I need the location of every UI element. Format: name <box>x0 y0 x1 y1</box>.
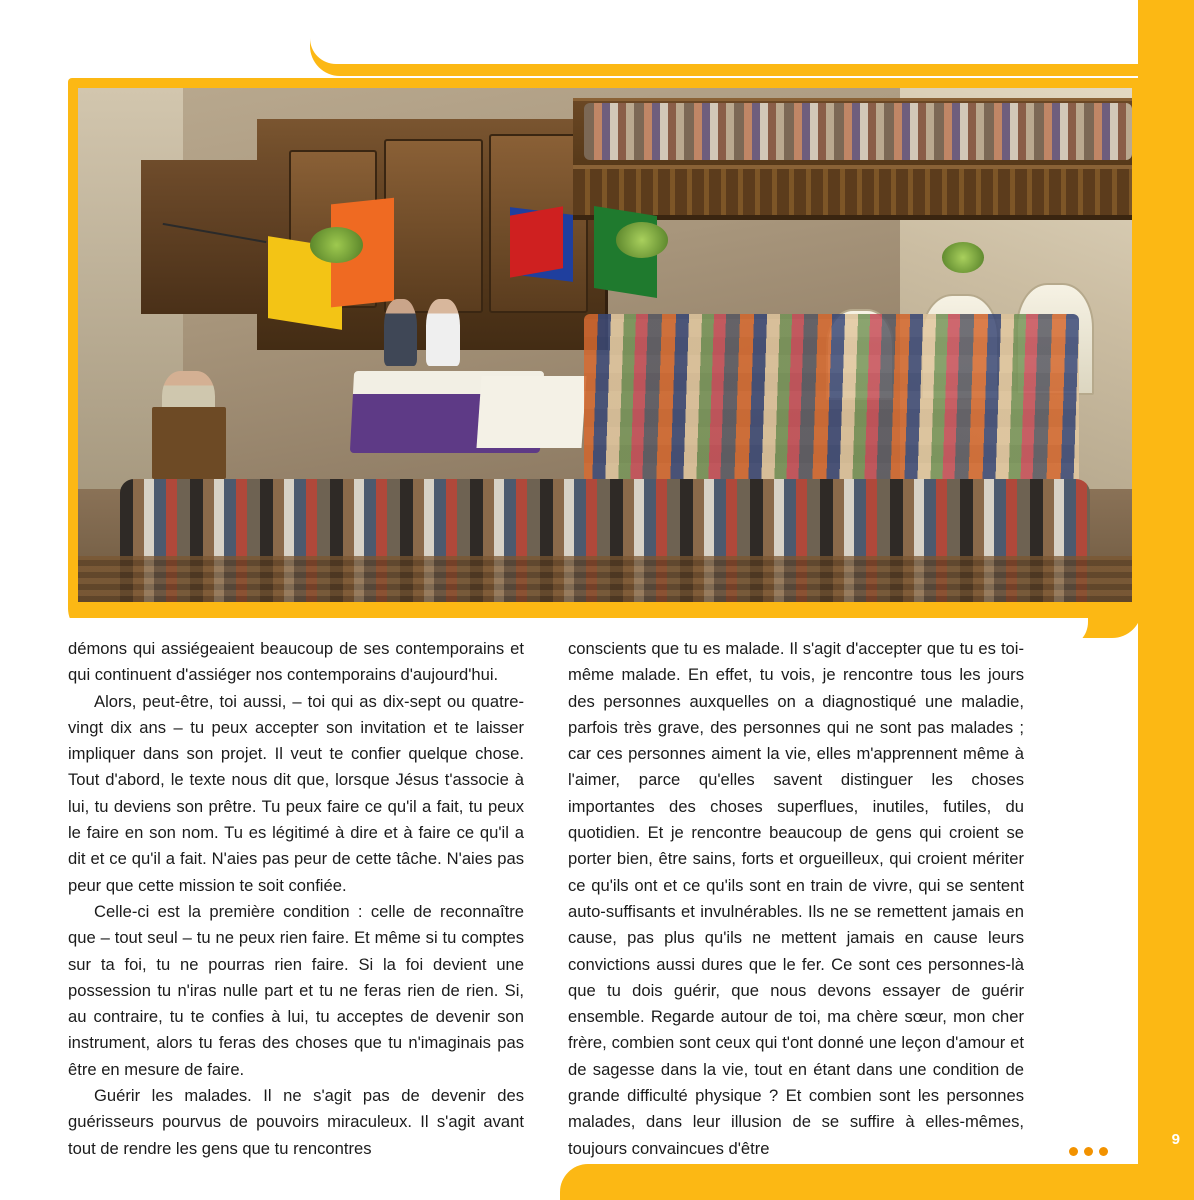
top-white-notch <box>310 0 1142 64</box>
continuation-marker <box>1069 1147 1108 1156</box>
right-yellow-band <box>1138 0 1194 1200</box>
photo-balcony-crowd <box>584 103 1132 160</box>
photo-speaker-2 <box>426 299 460 366</box>
photo-table-white-cloth <box>476 376 586 448</box>
paragraph: Guérir les malades. Il ne s'agit pas de devenir des guérisseurs pourvus de pouvoirs miraculeux. Il s'agit avant tout de rendre les gens que tu rencontres <box>68 1086 524 1158</box>
dot-icon <box>1099 1147 1108 1156</box>
photo-flower-arrangement-center <box>616 222 669 258</box>
right-column <box>568 636 1024 1166</box>
paragraph: conscients que tu es malade. Il s'agit d'accepter que tu es toi-même malade. En effet, tu vois, je rencontre tous les jours des personnes auxquelles on a diagnostiqué une maladie, parfois très grave, des personnes qui ne sont pas malades ; car ces personnes aiment la vie, elles m'apprennent même à l'aimer, parce qu'elles savent distinguer les choses importantes des choses superflues, inutiles, futiles, du quotidien. Et je rencontre beaucoup de gens qui croient se porter bien, être sains, forts et orgueilleux, qui croient mériter ce qu'ils ont et ce qu'ils sont en train de vivre, qui se sentent auto-suffisants et invulnérables. Ils ne se remettent jamais en cause, pas plus qu'ils ne mettent jamais en cause leurs convictions aussi dures que le fer. Ce sont ces personnes-là que tu dois guérir, que nous devons essayer de guérir ensemble. Regarde autour de toi, ma chère sœur, mon cher frère, combien sont ceux qui t'ont donné une leçon d'amour et de sagesse dans la vie, tout en étant dans une condition de grande difficulté physique ? Et combien sont les personnes malades, dans leur illusion de se suffire à elles-mêmes, toujours convaincues d'être <box>568 639 1024 1158</box>
dot-icon <box>1084 1147 1093 1156</box>
photo-left-gallery <box>141 160 289 314</box>
page-number: 9 <box>1171 1131 1180 1148</box>
photo-congregation-right <box>584 314 1079 499</box>
photo-flower-arrangement-left <box>310 227 363 263</box>
paragraph: Celle-ci est la première condition : celle de reconnaître que – tout seul – tu ne peux rien faire. Et même si tu comptes sur ta foi, tu ne pourras rien faire. Si la foi devient une possession tu n'iras nulle part et tu ne feras rien de rien. Si, au contraire, tu te confies à lui, tu acceptes de devenir son instrument, alors tu feras des choses que tu n'imaginais pas être en mesure de faire. <box>68 901 524 1079</box>
photo-organ-panel-2 <box>384 139 483 313</box>
bottom-yellow-band <box>560 1164 1194 1200</box>
photo-banner-red <box>510 207 563 278</box>
photo-balcony-rail <box>573 165 1132 220</box>
church-assembly-photograph <box>78 88 1132 602</box>
photo-chair-left <box>152 407 226 479</box>
article-body <box>68 636 1080 1166</box>
photo-speaker-1 <box>384 299 418 366</box>
left-column <box>68 636 524 1166</box>
dot-icon <box>1069 1147 1078 1156</box>
paragraph: Alors, peut-être, toi aussi, – toi qui as dix-sept ou quatre-vingt dix ans – tu peux accepter son invitation et te laisser impliquer dans son projet. Il veut te confier quelque chose. Tout d'abord, le texte nous dit que, lorsque Jésus t'associe à lui, tu deviens son prêtre. Tu peux faire ce qu'il a fait, tu peux le faire en son nom. Tu es légitimé à dire et à faire ce qu'il a dit et ce qu'il a fait. N'aies pas peur de cette tâche. N'aies pas peur que cette mission te soit confiée. <box>68 691 524 895</box>
photo-frame <box>68 78 1142 612</box>
photo-pew-rows <box>78 556 1132 602</box>
paragraph: démons qui assiégeaient beaucoup de ses contemporains et qui continuent d'assiéger nos contemporains d'aujourd'hui. <box>68 639 524 685</box>
